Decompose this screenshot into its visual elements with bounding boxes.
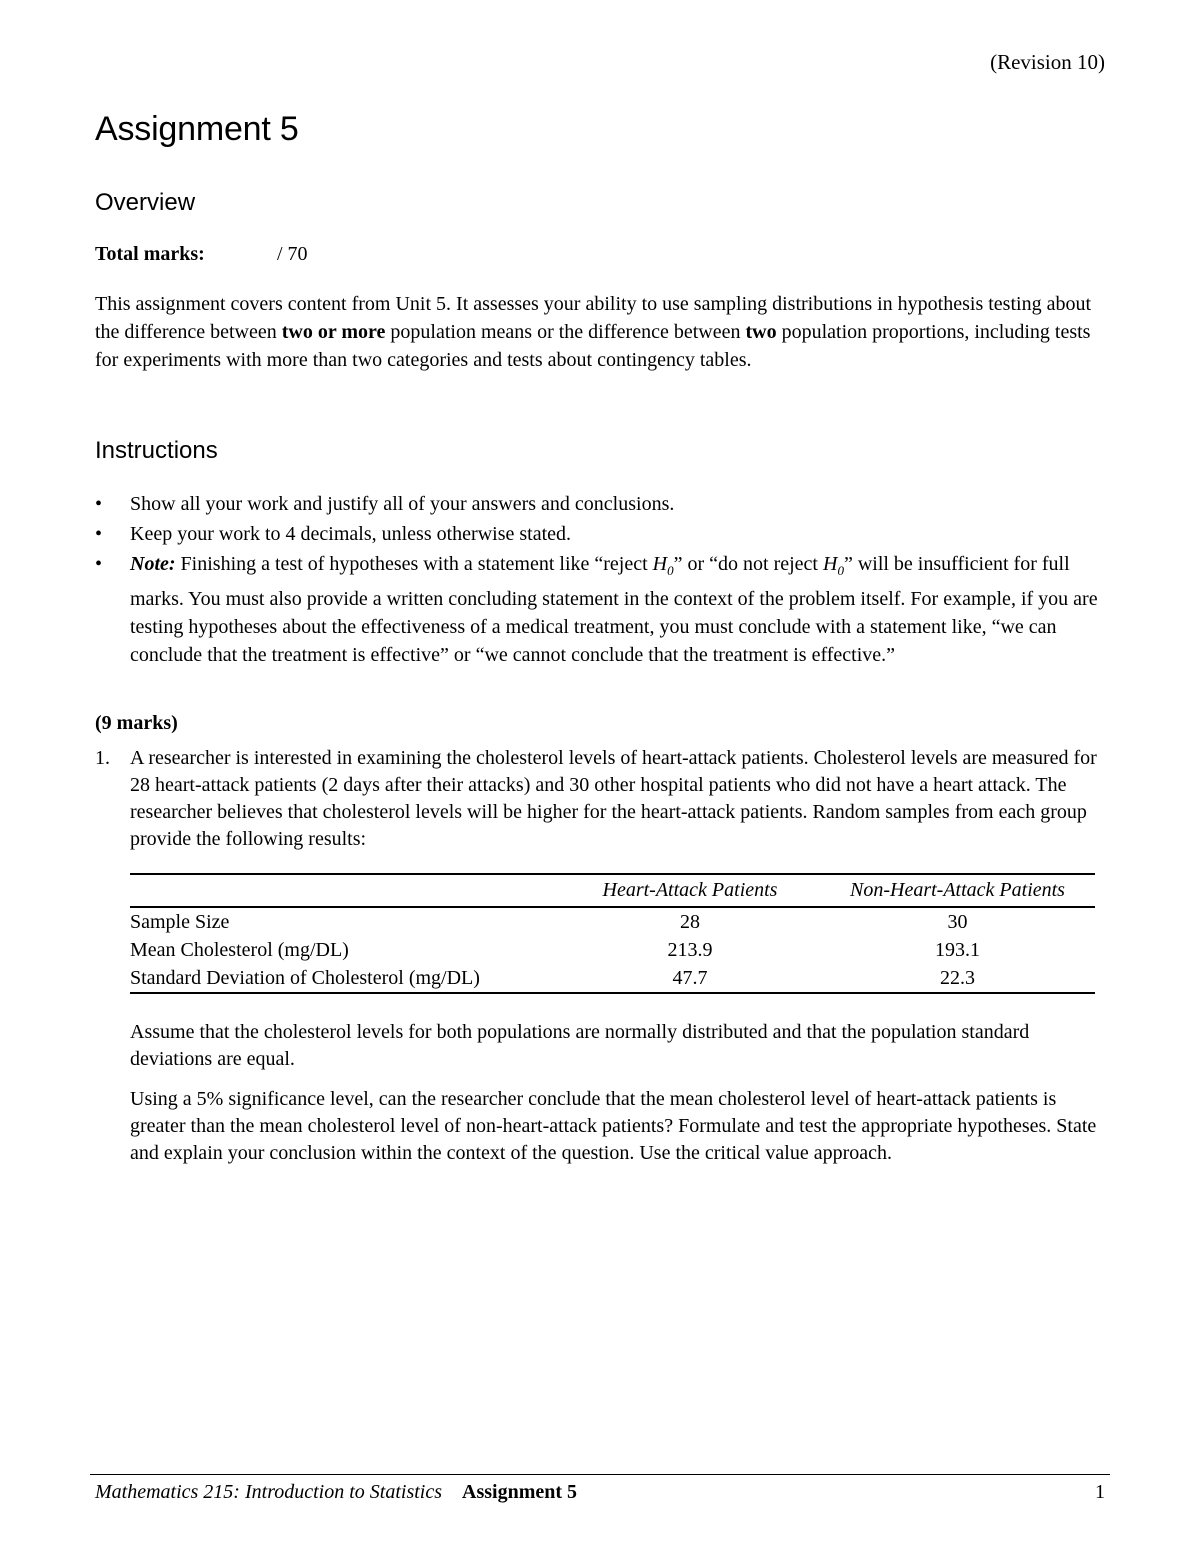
total-marks-value: / 70	[277, 243, 308, 265]
list-item	[95, 490, 1105, 518]
table-cell: 30	[947, 911, 968, 933]
total-marks	[95, 243, 308, 266]
overview-bold-2: two	[745, 321, 777, 343]
table-cell: 193.1	[935, 939, 980, 961]
total-marks-label: Total marks:	[95, 243, 205, 265]
table-header: Non-Heart-Attack Patients	[850, 879, 1065, 901]
table-cell: 47.7	[672, 967, 708, 989]
task-paragraph: Using a 5% significance level, can the researcher conclude that the mean cholesterol level of heart-attack patients is greater than the mean cholesterol level of non-heart-attack patients? Formulate and test the appropriate hypotheses. State and explain your conclusion within the context of the question. Use the critical value approach.	[130, 1088, 1097, 1164]
footer-divider	[90, 1474, 1110, 1475]
table-header	[130, 874, 560, 907]
h-subscript: 0	[837, 563, 844, 578]
bullet-icon: •	[95, 523, 103, 545]
overview-text-1: This assignment covers content from Unit 5. It assesses your ability to use sampling distributions in hypothesis testing about the difference between	[95, 293, 1092, 343]
table-cell: Sample Size	[130, 911, 230, 933]
h0-symbol	[652, 553, 674, 578]
bullet-icon: •	[95, 553, 103, 575]
table-cell: 213.9	[667, 939, 713, 961]
note-text-2: ” or “do not reject	[673, 553, 823, 575]
list-item	[95, 520, 1105, 548]
instruction-text: Keep your work to 4 decimals, unless otherwise stated.	[130, 523, 572, 545]
list-item	[95, 550, 1105, 669]
overview-heading: Overview	[95, 189, 196, 216]
h-letter: H	[822, 553, 838, 575]
question-marks: (9 marks)	[95, 712, 178, 734]
question-1	[95, 745, 1105, 853]
footer	[95, 1481, 577, 1504]
overview-paragraph	[95, 290, 1105, 374]
table-row	[130, 936, 1095, 964]
question-text: A researcher is interested in examining the cholesterol levels of heart-attack patients. Cholesterol levels are measured for 28 heart-attack patients (2 days after their attacks) and 30 other hospital patients who did not have a heart attack. The researcher believes that cholesterol levels will be higher for the heart-attack patients. Random samples from each group provide the following results:	[130, 747, 1097, 850]
h0-symbol	[822, 553, 844, 578]
instructions-heading: Instructions	[95, 437, 218, 464]
revision-label: (Revision 10)	[990, 50, 1105, 74]
overview-text-3: population proportions, including tests for experiments with more than two categories and tests about contingency tables.	[95, 321, 1091, 371]
note-label: Note:	[130, 553, 176, 575]
h-subscript: 0	[667, 563, 674, 578]
h-letter: H	[652, 553, 668, 575]
question-number: 1.	[95, 747, 110, 769]
instruction-text: Show all your work and justify all of your answers and conclusions.	[130, 493, 675, 515]
results-table	[130, 873, 1095, 994]
note-text-3: ” will be insufficient for full marks. You must also provide a written concluding statement in the context of the problem itself. For example, if you are testing hypotheses about the effectiveness of a medical treatment, you must conclude with a statement like, “we can conclude that the treatment is effective” or “we cannot conclude that the treatment is effective.”	[130, 553, 1098, 666]
overview-bold-1: two or more	[281, 321, 386, 343]
note-text-1: Finishing a test of hypotheses with a statement like “reject	[175, 553, 653, 575]
table-header: Heart-Attack Patients	[602, 879, 778, 901]
table-row	[130, 907, 1095, 936]
table-cell: 28	[680, 911, 700, 933]
table-row	[130, 964, 1095, 993]
bullet-icon: •	[95, 493, 103, 515]
page-number: 1	[1095, 1481, 1105, 1503]
table-cell: 22.3	[940, 967, 975, 989]
page-title: Assignment 5	[95, 110, 299, 148]
footer-assignment: Assignment 5	[462, 1481, 578, 1503]
footer-course: Mathematics 215: Introduction to Statistics	[95, 1481, 443, 1503]
instructions-list	[95, 490, 1105, 671]
overview-text-2: population means or the difference between	[385, 321, 746, 343]
table-cell: Standard Deviation of Cholesterol (mg/DL)	[130, 967, 480, 989]
assumption-paragraph: Assume that the cholesterol levels for both populations are normally distributed and that the population standard deviations are equal.	[130, 1021, 1030, 1070]
table-cell: Mean Cholesterol (mg/DL)	[130, 939, 349, 961]
table-header-row	[130, 874, 1095, 907]
